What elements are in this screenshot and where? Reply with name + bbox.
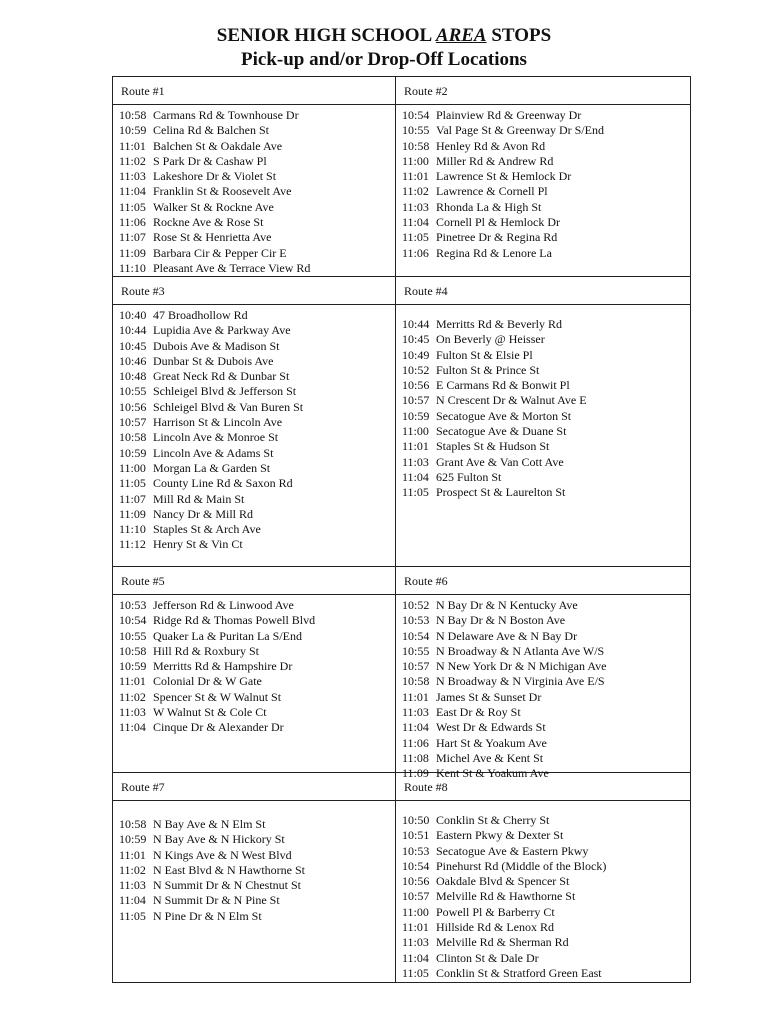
stop-row: [402, 246, 690, 261]
stop-time: 10:59: [402, 408, 430, 423]
stop-row: [402, 332, 690, 347]
stop-location: Spencer St & W Walnut St: [153, 689, 282, 704]
stop-time: 10:59: [119, 123, 147, 138]
stop-time: 11:04: [119, 720, 146, 735]
stop-location: Melville Rd & Sherman Rd: [436, 935, 569, 950]
stop-location: Plainview Rd & Greenway Dr: [436, 108, 582, 122]
stop-time: 10:50: [402, 813, 430, 827]
stop-time: 10:45: [402, 332, 430, 347]
stop-row: [119, 909, 395, 924]
stop-location: Prospect St & Laurelton St: [436, 485, 566, 500]
stop-row: [119, 644, 395, 659]
stop-location: County Line Rd & Saxon Rd: [153, 476, 293, 491]
stop-time: 10:53: [119, 598, 147, 612]
stop-row: [402, 215, 690, 230]
stop-location: Walker St & Rockne Ave: [153, 199, 274, 214]
stop-location: Grant Ave & Van Cott Ave: [436, 454, 564, 469]
stop-location: Mill Rd & Main St: [153, 491, 245, 506]
stop-time: 11:07: [119, 491, 146, 506]
stop-time: 11:03: [402, 199, 429, 214]
stop-row: [119, 415, 395, 430]
route-cell: [396, 773, 691, 983]
stop-location: Lawrence & Cornell Pl: [436, 184, 548, 199]
stop-location: On Beverly @ Heisser: [436, 332, 545, 347]
stop-location: Henley Rd & Avon Rd: [436, 138, 546, 153]
route-header: Route #3: [113, 277, 395, 305]
stop-time: 10:58: [119, 643, 147, 658]
stop-location: N Broadway & N Atlanta Ave W/S: [436, 643, 605, 658]
stop-row: [119, 629, 395, 644]
stop-location: Pinetree Dr & Regina Rd: [436, 230, 558, 245]
stop-row: [119, 108, 395, 123]
stop-row: [119, 384, 395, 399]
stop-location: Rhonda La & High St: [436, 199, 542, 214]
stop-time: 11:09: [119, 245, 146, 260]
stop-time: 10:44: [402, 317, 430, 331]
stop-row: [402, 751, 690, 766]
stop-location: Michel Ave & Kent St: [436, 750, 544, 765]
stop-time: 11:04: [402, 950, 429, 965]
stop-time: 11:03: [402, 705, 429, 720]
stop-location: Melville Rd & Hawthorne St: [436, 889, 576, 904]
stop-row: [402, 439, 690, 454]
route-header: Route #7: [113, 773, 395, 801]
route-cell: [396, 567, 691, 781]
route-cell: [113, 77, 396, 277]
stop-row: [119, 878, 395, 893]
stop-row: [402, 470, 690, 485]
stop-time: 11:01: [119, 138, 146, 153]
stop-location: Rose St & Henrietta Ave: [153, 230, 272, 245]
stop-time: 10:52: [402, 598, 430, 612]
stop-location: Dunbar St & Dubois Ave: [153, 353, 274, 368]
route-cell: [113, 277, 396, 567]
stop-row: [119, 123, 395, 138]
stop-row: [402, 859, 690, 874]
stop-row: [119, 863, 395, 878]
stop-row: [402, 169, 690, 184]
stop-row: [402, 348, 690, 363]
stop-location: Powell Pl & Barberry Ct: [436, 904, 555, 919]
stop-time: 10:51: [402, 828, 430, 843]
stop-row: [119, 184, 395, 199]
stop-location: Morgan La & Garden St: [153, 460, 271, 475]
stop-row: [119, 598, 395, 613]
stop-time: 11:05: [119, 199, 146, 214]
stop-row: [119, 848, 395, 863]
stop-time: 10:53: [402, 843, 430, 858]
stop-time: 11:10: [119, 260, 146, 275]
stop-row: [402, 828, 690, 843]
stop-time: 10:55: [119, 628, 147, 643]
stop-time: 10:59: [119, 659, 147, 674]
stop-time: 10:56: [119, 399, 147, 414]
stop-location: Hart St & Yoakum Ave: [436, 735, 547, 750]
stop-location: Kent St & Yoakum Ave: [436, 766, 549, 781]
stop-row: [119, 720, 395, 735]
stop-row: [402, 629, 690, 644]
stop-time: 11:06: [119, 215, 146, 230]
stop-time: 11:09: [119, 506, 146, 521]
stop-row: [119, 461, 395, 476]
route-header: Route #2: [396, 77, 690, 105]
stop-time: 10:55: [402, 643, 430, 658]
stop-list: [396, 595, 690, 782]
stop-time: 11:03: [119, 878, 146, 893]
route-cell: [396, 77, 691, 277]
stop-row: [402, 736, 690, 751]
stop-location: N Bay Dr & N Boston Ave: [436, 613, 566, 628]
route-header: Route #8: [396, 773, 690, 801]
stop-location: Schleigel Blvd & Van Buren St: [153, 399, 304, 414]
stop-location: N Bay Ave & N Hickory St: [153, 832, 285, 847]
stop-time: 10:45: [119, 338, 147, 353]
stop-location: E Carmans Rd & Bonwit Pl: [436, 378, 570, 393]
stop-time: 11:09: [402, 766, 429, 781]
stop-location: Conklin St & Cherry St: [436, 813, 550, 827]
stop-time: 10:49: [402, 347, 430, 362]
stop-location: N East Blvd & N Hawthorne St: [153, 862, 305, 877]
stop-list: [113, 801, 395, 924]
stop-time: 11:04: [402, 720, 429, 735]
stop-time: 10:56: [402, 378, 430, 393]
stop-row: [119, 369, 395, 384]
stop-location: East Dr & Roy St: [436, 705, 521, 720]
stop-location: N Kings Ave & N West Blvd: [153, 847, 292, 862]
stop-time: 10:46: [119, 353, 147, 368]
stop-location: N Crescent Dr & Walnut Ave E: [436, 393, 587, 408]
stop-time: 11:08: [402, 750, 429, 765]
stop-time: 11:06: [402, 245, 429, 260]
stop-time: 11:03: [402, 454, 429, 469]
stop-location: Merritts Rd & Hampshire Dr: [153, 659, 293, 674]
stop-row: [402, 674, 690, 689]
stop-row: [402, 409, 690, 424]
stop-time: 11:03: [119, 705, 146, 720]
stop-location: Secatogue Ave & Eastern Pkwy: [436, 843, 589, 858]
stop-location: N New York Dr & N Michigan Ave: [436, 659, 607, 674]
stop-location: N Summit Dr & N Chestnut St: [153, 878, 302, 893]
route-cell: [113, 567, 396, 773]
stop-time: 11:10: [119, 522, 146, 537]
stop-row: [119, 246, 395, 261]
stop-row: [119, 261, 395, 276]
stop-time: 11:01: [402, 920, 429, 935]
stop-row: [119, 690, 395, 705]
stop-location: Hillside Rd & Lenox Rd: [436, 920, 554, 935]
stop-row: [119, 323, 395, 338]
stop-row: [119, 522, 395, 537]
stop-row: [119, 339, 395, 354]
stop-time: 10:59: [119, 445, 147, 460]
stop-time: 10:54: [402, 858, 430, 873]
stop-time: 11:03: [402, 935, 429, 950]
stop-row: [402, 184, 690, 199]
stop-row: [402, 889, 690, 904]
stop-location: N Bay Dr & N Kentucky Ave: [436, 598, 578, 612]
stop-time: 11:00: [402, 904, 429, 919]
stop-time: 11:05: [119, 908, 146, 923]
stop-location: 625 Fulton St: [436, 469, 502, 484]
stop-row: [402, 200, 690, 215]
stop-time: 10:56: [402, 874, 430, 889]
stop-row: [119, 200, 395, 215]
stop-row: [119, 139, 395, 154]
stop-time: 11:04: [119, 184, 146, 199]
stop-time: 10:59: [119, 832, 147, 847]
stop-location: N Broadway & N Virginia Ave E/S: [436, 674, 605, 689]
stop-location: Lincoln Ave & Monroe St: [153, 430, 279, 445]
stop-row: [402, 659, 690, 674]
stop-time: 10:54: [119, 613, 147, 628]
stop-list: [396, 305, 690, 501]
stop-time: 11:05: [119, 476, 146, 491]
stop-location: Clinton St & Dale Dr: [436, 950, 539, 965]
route-header: Route #5: [113, 567, 395, 595]
stop-time: 10:57: [402, 889, 430, 904]
stop-time: 11:06: [402, 735, 429, 750]
title-emphasis: AREA: [435, 25, 487, 46]
stop-list: [396, 105, 690, 261]
stop-time: 11:03: [119, 169, 146, 184]
stop-location: Conklin St & Stratford Green East: [436, 965, 602, 980]
stop-time: 10:58: [119, 430, 147, 445]
stop-location: N Bay Ave & N Elm St: [153, 817, 266, 831]
stop-row: [119, 476, 395, 491]
stop-row: [402, 108, 690, 123]
stop-location: N Pine Dr & N Elm St: [153, 908, 262, 923]
stop-location: Lupidia Ave & Parkway Ave: [153, 323, 291, 338]
stop-time: 10:55: [119, 384, 147, 399]
stop-row: [402, 424, 690, 439]
stop-time: 11:04: [402, 469, 429, 484]
stop-time: 10:55: [402, 123, 430, 138]
stop-row: [119, 507, 395, 522]
stop-time: 10:57: [119, 415, 147, 430]
stop-time: 11:00: [119, 460, 146, 475]
stop-location: Secatogue Ave & Duane St: [436, 424, 567, 439]
stop-time: 10:52: [402, 362, 430, 377]
stop-time: 10:40: [119, 308, 147, 322]
stop-row: [119, 430, 395, 445]
stop-row: [119, 613, 395, 628]
stop-time: 11:05: [402, 965, 429, 980]
stop-time: 11:01: [119, 674, 146, 689]
stop-location: Harrison St & Lincoln Ave: [153, 415, 283, 430]
stop-time: 10:57: [402, 659, 430, 674]
stop-location: Great Neck Rd & Dunbar St: [153, 369, 290, 384]
stop-row: [402, 123, 690, 138]
stop-row: [402, 393, 690, 408]
route-header: Route #4: [396, 277, 690, 305]
stop-time: 11:02: [119, 862, 146, 877]
stop-location: Pinehurst Rd (Middle of the Block): [436, 858, 607, 873]
stop-location: Oakdale Blvd & Spencer St: [436, 874, 570, 889]
stop-time: 10:57: [402, 393, 430, 408]
stop-location: Rockne Ave & Rose St: [153, 215, 264, 230]
stop-location: Quaker La & Puritan La S/End: [153, 628, 302, 643]
stop-time: 10:58: [402, 138, 430, 153]
stop-row: [402, 720, 690, 735]
stop-row: [119, 308, 395, 323]
stop-row: [119, 354, 395, 369]
stop-location: Lincoln Ave & Adams St: [153, 445, 274, 460]
stop-location: Carmans Rd & Townhouse Dr: [153, 108, 299, 122]
stop-row: [119, 169, 395, 184]
stop-time: 10:53: [402, 613, 430, 628]
route-header: Route #6: [396, 567, 690, 595]
stop-location: Balchen St & Oakdale Ave: [153, 138, 283, 153]
stop-location: Miller Rd & Andrew Rd: [436, 153, 554, 168]
stop-time: 10:58: [119, 108, 147, 122]
stop-time: 11:01: [402, 689, 429, 704]
stop-time: 10:48: [119, 369, 147, 384]
stop-time: 10:54: [402, 628, 430, 643]
stop-time: 11:00: [402, 424, 429, 439]
stop-time: 11:01: [402, 169, 429, 184]
stop-location: Eastern Pkwy & Dexter St: [436, 828, 564, 843]
stop-row: [119, 674, 395, 689]
stop-location: Val Page St & Greenway Dr S/End: [436, 123, 604, 138]
stop-row: [119, 832, 395, 847]
stop-row: [402, 705, 690, 720]
stop-location: Pleasant Ave & Terrace View Rd: [153, 260, 311, 275]
stop-row: [119, 659, 395, 674]
stop-row: [402, 874, 690, 889]
stop-time: 11:12: [119, 537, 146, 552]
stop-row: [402, 598, 690, 613]
stop-row: [119, 893, 395, 908]
title-prefix: SENIOR HIGH SCHOOL: [216, 25, 436, 46]
stop-location: N Summit Dr & N Pine St: [153, 893, 280, 908]
stop-location: S Park Dr & Cashaw Pl: [153, 153, 267, 168]
stop-time: 11:02: [119, 689, 146, 704]
stop-time: 11:05: [402, 485, 429, 500]
stop-row: [402, 485, 690, 500]
stop-row: [402, 455, 690, 470]
stop-location: Hill Rd & Roxbury St: [153, 643, 260, 658]
stop-location: James St & Sunset Dr: [436, 689, 542, 704]
stop-row: [402, 317, 690, 332]
stop-location: N Delaware Ave & N Bay Dr: [436, 628, 578, 643]
stop-time: 11:04: [402, 215, 429, 230]
stop-row: [119, 154, 395, 169]
page-subtitle: Pick-up and/or Drop-Off Locations: [241, 49, 527, 70]
stop-location: Merritts Rd & Beverly Rd: [436, 317, 562, 331]
stop-location: Fulton St & Prince St: [436, 362, 540, 377]
stop-location: Colonial Dr & W Gate: [153, 674, 262, 689]
stop-location: Henry St & Vin Ct: [153, 537, 243, 552]
stop-row: [402, 920, 690, 935]
stop-time: 11:02: [119, 153, 146, 168]
stop-location: Lawrence St & Hemlock Dr: [436, 169, 572, 184]
stop-time: 11:07: [119, 230, 146, 245]
stop-row: [402, 230, 690, 245]
stop-row: [402, 951, 690, 966]
stop-row: [119, 817, 395, 832]
stop-location: Cornell Pl & Hemlock Dr: [436, 215, 560, 230]
stop-row: [119, 492, 395, 507]
stop-location: Cinque Dr & Alexander Dr: [153, 720, 284, 735]
stop-row: [402, 813, 690, 828]
stop-location: Barbara Cir & Pepper Cir E: [153, 245, 287, 260]
stop-time: 11:05: [402, 230, 429, 245]
stop-row: [119, 215, 395, 230]
stop-row: [402, 644, 690, 659]
stop-location: Regina Rd & Lenore La: [436, 245, 552, 260]
stop-location: Staples St & Arch Ave: [153, 522, 261, 537]
stop-row: [402, 844, 690, 859]
stop-time: 11:00: [402, 153, 429, 168]
stop-row: [402, 363, 690, 378]
stop-location: Schleigel Blvd & Jefferson St: [153, 384, 297, 399]
page-title: [0, 25, 768, 47]
stop-location: Secatogue Ave & Morton St: [436, 408, 572, 423]
stop-location: Franklin St & Roosevelt Ave: [153, 184, 292, 199]
stop-location: Staples St & Hudson St: [436, 439, 550, 454]
stop-row: [119, 537, 395, 552]
stop-location: Jefferson Rd & Linwood Ave: [153, 598, 294, 612]
stop-row: [119, 230, 395, 245]
stop-row: [402, 154, 690, 169]
stop-row: [402, 139, 690, 154]
stop-list: [396, 801, 690, 981]
stop-location: West Dr & Edwards St: [436, 720, 546, 735]
stop-time: 10:54: [402, 108, 430, 122]
title-suffix: STOPS: [486, 25, 552, 46]
stop-row: [402, 378, 690, 393]
stop-row: [119, 446, 395, 461]
stop-list: [113, 595, 395, 736]
stop-location: Celina Rd & Balchen St: [153, 123, 269, 138]
stop-time: 10:58: [402, 674, 430, 689]
stop-row: [119, 400, 395, 415]
stop-row: [402, 690, 690, 705]
stop-time: 10:44: [119, 323, 147, 338]
stop-location: 47 Broadhollow Rd: [153, 308, 248, 322]
stop-list: [113, 305, 395, 553]
routes-table: [112, 76, 691, 983]
route-cell: [396, 277, 691, 567]
stop-location: Lakeshore Dr & Violet St: [153, 169, 277, 184]
stop-time: 11:02: [402, 184, 429, 199]
route-cell: [113, 773, 396, 983]
stop-time: 11:04: [119, 893, 146, 908]
stop-location: Fulton St & Elsie Pl: [436, 347, 533, 362]
stop-time: 10:58: [119, 817, 147, 831]
route-header: Route #1: [113, 77, 395, 105]
stop-row: [402, 613, 690, 628]
stop-location: Dubois Ave & Madison St: [153, 338, 280, 353]
stop-location: W Walnut St & Cole Ct: [153, 705, 267, 720]
stop-list: [113, 105, 395, 276]
stop-row: [402, 966, 690, 981]
stop-row: [402, 935, 690, 950]
stop-location: Nancy Dr & Mill Rd: [153, 506, 253, 521]
stop-row: [402, 905, 690, 920]
stop-time: 11:01: [119, 847, 146, 862]
stop-row: [119, 705, 395, 720]
stop-time: 11:01: [402, 439, 429, 454]
stop-location: Ridge Rd & Thomas Powell Blvd: [153, 613, 316, 628]
